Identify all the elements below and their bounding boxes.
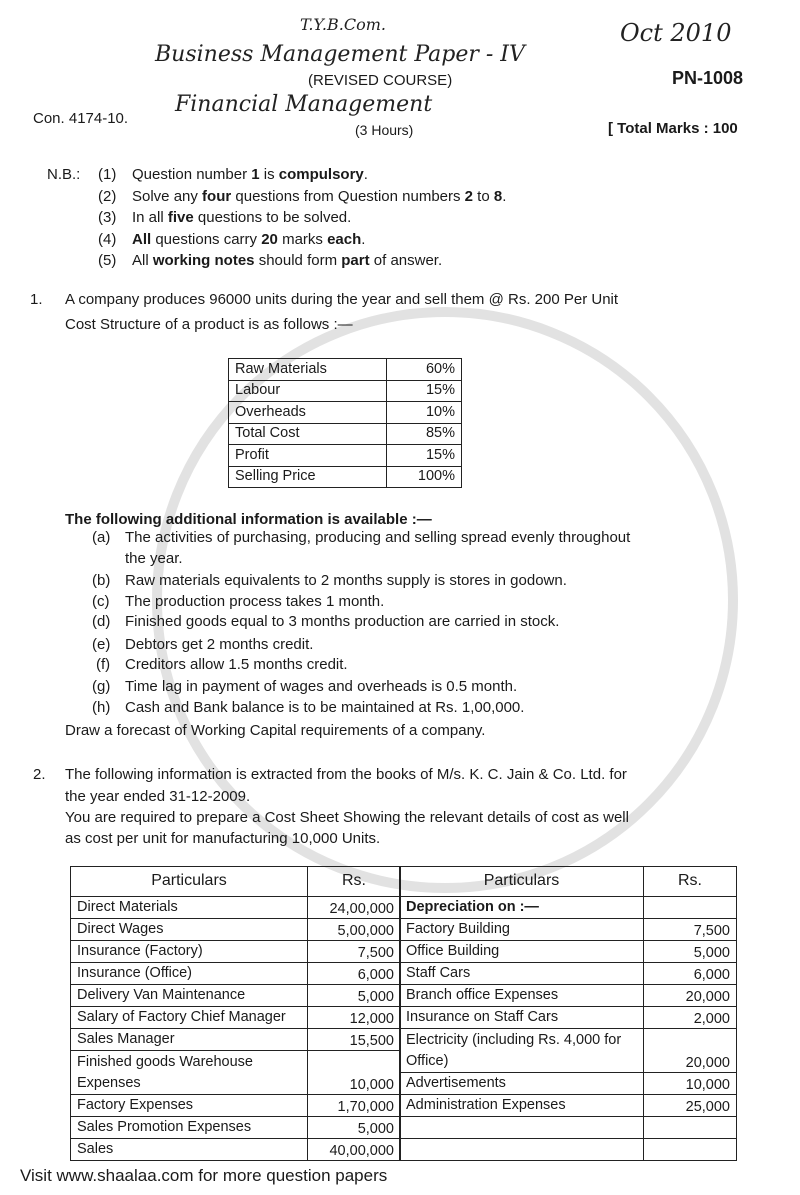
table-row xyxy=(71,963,401,985)
table-row xyxy=(71,919,401,941)
table-row xyxy=(71,1051,401,1095)
right-particular: Branch office Expenses xyxy=(400,985,644,1007)
cost-percent: 10% xyxy=(386,402,461,424)
right-particular: Office Building xyxy=(400,941,644,963)
cost-percent: 15% xyxy=(386,380,461,402)
nb-text-part: marks xyxy=(277,230,328,248)
q2-line: the year ended 31-12-2009. xyxy=(65,788,251,805)
left-amount: 5,000 xyxy=(308,1117,401,1139)
nb-text-part: 2 xyxy=(464,187,474,205)
additional-heading: The following additional information is available :— xyxy=(65,511,432,528)
additional-item-letter: (b) xyxy=(92,572,111,589)
left-particular: Sales Promotion Expenses xyxy=(71,1117,308,1139)
additional-item-letter: (a) xyxy=(92,529,111,546)
nb-text-part: compulsory xyxy=(278,166,364,183)
left-particular: Factory Expenses xyxy=(71,1095,308,1117)
nb-text-part: . xyxy=(361,230,366,248)
nb-text-part: All xyxy=(132,230,152,248)
additional-item-letter: (h) xyxy=(92,699,111,716)
nb-text-part: is xyxy=(259,166,279,183)
nb-text-part: to xyxy=(473,187,494,205)
handwritten-course: T.Y.B.Com. xyxy=(300,15,386,34)
nb-text-part: of answer. xyxy=(369,252,443,269)
left-particular: Insurance (Office) xyxy=(71,963,308,985)
cost-item: Total Cost xyxy=(229,423,387,445)
cost-item: Overheads xyxy=(229,402,387,424)
nb-label: N.B.: xyxy=(47,166,81,183)
right-particular: Electricity (including Rs. 4,000 for Office) xyxy=(400,1029,644,1073)
cost-item: Profit xyxy=(229,445,387,467)
handwritten-date: Oct 2010 xyxy=(620,19,732,47)
table-header-row xyxy=(400,867,737,897)
table-row xyxy=(71,1117,401,1139)
con-code: Con. 4174-10. xyxy=(33,110,129,127)
nb-item-text xyxy=(132,252,442,269)
additional-item-text: The production process takes 1 month. xyxy=(125,593,385,610)
handwritten-subject: Business Management Paper - IV xyxy=(155,42,525,67)
table-row xyxy=(400,897,737,919)
right-amount xyxy=(644,1139,737,1161)
table-row xyxy=(71,1007,401,1029)
right-amount xyxy=(644,897,737,919)
nb-text-part: All xyxy=(132,252,153,269)
left-amount: 1,70,000 xyxy=(308,1095,401,1117)
cost-row xyxy=(229,359,462,381)
expenses-table-right xyxy=(399,866,737,1161)
q1-line1: A company produces 96000 units during the year and sell them @ Rs. 200 Per Unit xyxy=(65,291,619,308)
table-row xyxy=(400,1095,737,1117)
nb-text-part: . xyxy=(502,187,507,205)
cost-item: Raw Materials xyxy=(229,359,387,381)
cost-row xyxy=(229,402,462,424)
cost-structure-table xyxy=(228,358,462,488)
table-row xyxy=(400,1139,737,1161)
left-amount: 40,00,000 xyxy=(308,1139,401,1161)
nb-item-number: (5) xyxy=(98,252,117,269)
table-row xyxy=(71,985,401,1007)
cost-percent: 60% xyxy=(386,359,461,381)
handwritten-paper: Financial Management xyxy=(175,92,433,117)
nb-text-part: five xyxy=(167,209,194,226)
left-amount: 6,000 xyxy=(308,963,401,985)
additional-item-text: Raw materials equivalents to 2 months supply is stores in godown. xyxy=(125,572,567,589)
q2-line: The following information is extracted from the books of M/s. K. C. Jain & Co. Ltd. for xyxy=(65,766,627,783)
table-row xyxy=(71,897,401,919)
additional-item-letter: (d) xyxy=(92,613,111,630)
right-particular: Advertisements xyxy=(400,1073,644,1095)
nb-text-part: questions from Question numbers xyxy=(231,187,465,205)
right-particular xyxy=(400,1117,644,1139)
table-row xyxy=(71,1029,401,1051)
left-particular: Sales Manager xyxy=(71,1029,308,1051)
left-particular: Direct Materials xyxy=(71,897,308,919)
additional-item-letter: (c) xyxy=(92,593,110,610)
q2-line: as cost per unit for manufacturing 10,000 Units. xyxy=(65,830,381,847)
left-amount: 10,000 xyxy=(308,1051,401,1095)
left-amount: 15,500 xyxy=(308,1029,401,1051)
right-amount: 5,000 xyxy=(644,941,737,963)
additional-item-letter: (g) xyxy=(92,678,111,695)
nb-text-part: 8 xyxy=(493,187,503,205)
table-row xyxy=(71,941,401,963)
right-particular xyxy=(400,1139,644,1161)
cost-percent: 100% xyxy=(386,466,461,488)
table-row xyxy=(400,919,737,941)
nb-item-text xyxy=(132,166,368,183)
left-particular: Salary of Factory Chief Manager xyxy=(71,1007,308,1029)
left-amount: 12,000 xyxy=(308,1007,401,1029)
left-particular: Direct Wages xyxy=(71,919,308,941)
table-row xyxy=(400,1117,737,1139)
nb-item-text xyxy=(132,231,365,248)
expenses-table-left xyxy=(70,866,401,1161)
cost-row xyxy=(229,445,462,467)
nb-text-part: 20 xyxy=(261,230,278,248)
additional-item-letter: (e) xyxy=(92,636,111,653)
pn-code: PN-1008 xyxy=(672,68,744,88)
header-particulars: Particulars xyxy=(400,867,644,897)
table-row xyxy=(400,1029,737,1073)
left-amount: 24,00,000 xyxy=(308,897,401,919)
left-amount: 5,000 xyxy=(308,985,401,1007)
nb-text-part: 1 xyxy=(251,166,260,183)
duration: (3 Hours) xyxy=(355,122,414,138)
additional-item-text: Cash and Bank balance is to be maintained at Rs. 1,00,000. xyxy=(125,699,525,716)
additional-item-text: the year. xyxy=(125,550,183,567)
nb-text-part: four xyxy=(202,187,232,205)
nb-item-number: (4) xyxy=(98,230,117,248)
right-amount: 25,000 xyxy=(644,1095,737,1117)
additional-item-text: Finished goods equal to 3 months production are carried in stock. xyxy=(125,613,560,630)
table-row xyxy=(400,1007,737,1029)
table-row xyxy=(400,1073,737,1095)
nb-item-number: (3) xyxy=(98,209,117,226)
cost-row xyxy=(229,380,462,402)
q2-line: You are required to prepare a Cost Sheet Showing the relevant details of cost as well xyxy=(65,809,629,826)
table-row xyxy=(71,1139,401,1161)
right-particular: Staff Cars xyxy=(400,963,644,985)
additional-item-text: Creditors allow 1.5 months credit. xyxy=(125,656,348,673)
nb-item-number: (1) xyxy=(98,166,117,183)
right-amount: 2,000 xyxy=(644,1007,737,1029)
left-particular: Delivery Van Maintenance xyxy=(71,985,308,1007)
nb-item-number: (2) xyxy=(98,187,117,205)
cost-percent: 15% xyxy=(386,445,461,467)
nb-text-part: Question number xyxy=(132,166,252,183)
header-rs: Rs. xyxy=(308,867,401,897)
nb-text-part: should form xyxy=(254,252,342,269)
table-header-row xyxy=(71,867,401,897)
left-amount: 7,500 xyxy=(308,941,401,963)
right-amount: 7,500 xyxy=(644,919,737,941)
revised-course: (REVISED COURSE) xyxy=(308,72,453,89)
q1-line2: Cost Structure of a product is as follows :— xyxy=(65,316,353,333)
nb-text-part: each xyxy=(327,230,362,248)
right-amount xyxy=(644,1117,737,1139)
nb-item-text xyxy=(132,188,506,205)
nb-text-part: part xyxy=(341,252,370,269)
cost-item: Selling Price xyxy=(229,466,387,488)
cost-row xyxy=(229,466,462,488)
q2-number: 2. xyxy=(33,766,46,783)
table-row xyxy=(400,985,737,1007)
nb-text-part: In all xyxy=(132,209,168,226)
right-amount: 6,000 xyxy=(644,963,737,985)
q1-instruction: Draw a forecast of Working Capital requirements of a company. xyxy=(65,722,486,739)
table-row xyxy=(400,941,737,963)
right-particular: Factory Building xyxy=(400,919,644,941)
nb-text-part: Solve any xyxy=(132,187,203,205)
right-amount: 20,000 xyxy=(644,1029,737,1073)
header-particulars: Particulars xyxy=(71,867,308,897)
left-particular: Finished goods Warehouse Expenses xyxy=(71,1051,308,1095)
additional-item-text: The activities of purchasing, producing and selling spread evenly throughout xyxy=(125,529,631,546)
right-amount: 10,000 xyxy=(644,1073,737,1095)
right-amount: 20,000 xyxy=(644,985,737,1007)
nb-text-part: questions carry xyxy=(151,230,262,248)
nb-item-text xyxy=(132,209,351,226)
total-marks: [ Total Marks : 100 xyxy=(608,120,738,137)
footer-link[interactable]: Visit www.shaalaa.com for more question papers xyxy=(20,1166,388,1185)
left-amount: 5,00,000 xyxy=(308,919,401,941)
table-row xyxy=(400,963,737,985)
additional-item-text: Time lag in payment of wages and overheads is 0.5 month. xyxy=(125,678,518,695)
right-particular: Insurance on Staff Cars xyxy=(400,1007,644,1029)
cost-item: Labour xyxy=(229,380,387,402)
additional-item-letter: (f) xyxy=(96,656,111,673)
nb-text-part: . xyxy=(363,166,368,183)
table-row xyxy=(71,1095,401,1117)
nb-text-part: working notes xyxy=(152,252,255,269)
cost-row xyxy=(229,423,462,445)
right-particular: Depreciation on :— xyxy=(400,897,644,919)
q1-number: 1. xyxy=(30,291,43,308)
left-particular: Sales xyxy=(71,1139,308,1161)
left-particular: Insurance (Factory) xyxy=(71,941,308,963)
nb-text-part: questions to be solved. xyxy=(193,209,352,226)
header-rs: Rs. xyxy=(644,867,737,897)
right-particular: Administration Expenses xyxy=(400,1095,644,1117)
additional-item-text: Debtors get 2 months credit. xyxy=(125,636,314,653)
cost-percent: 85% xyxy=(386,423,461,445)
